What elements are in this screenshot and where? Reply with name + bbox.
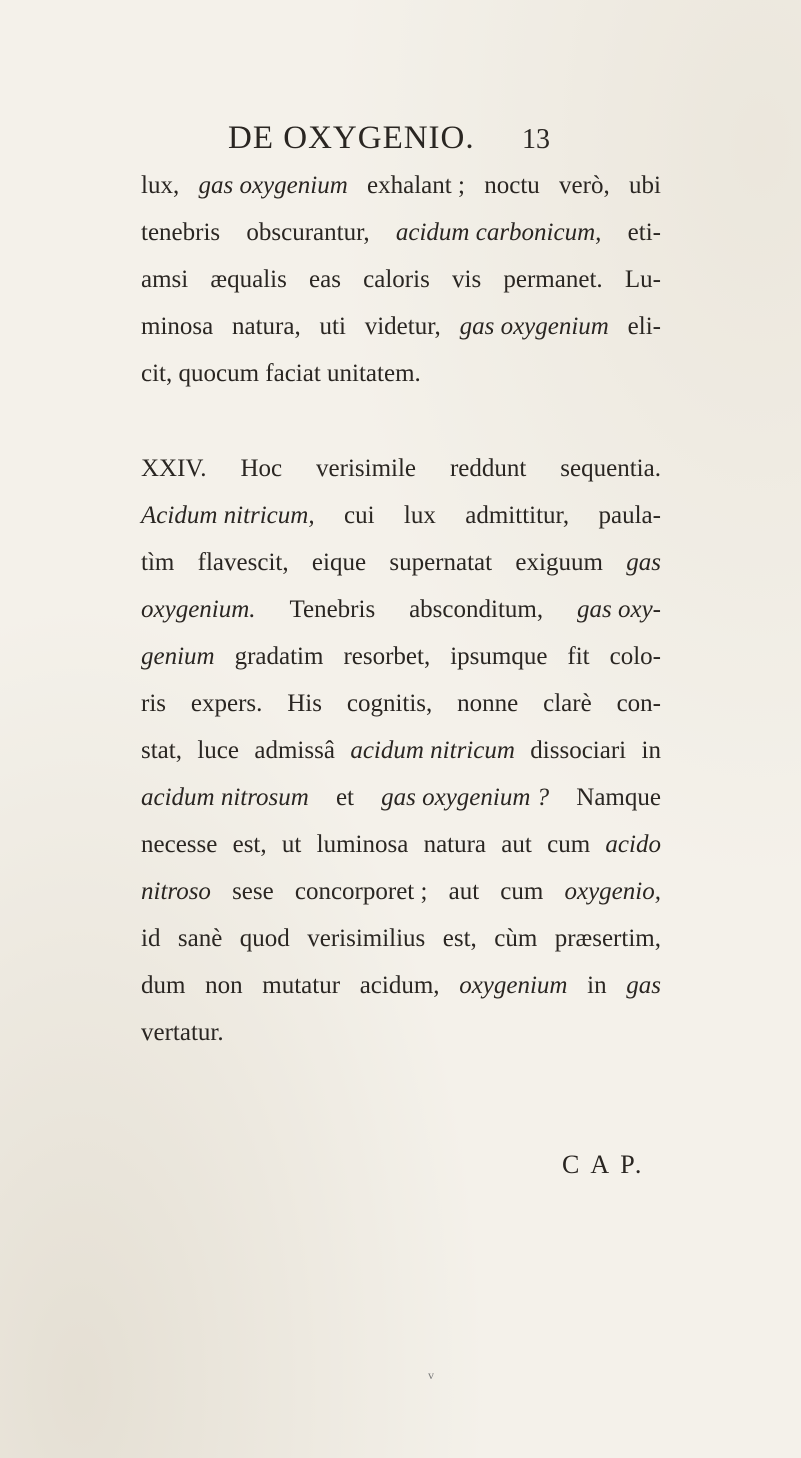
text-line: [141, 868, 661, 915]
text-line: [141, 633, 661, 680]
text-word: paula-: [598, 502, 661, 529]
text-word: absconditum,: [409, 596, 544, 623]
page-header: [0, 120, 801, 160]
text-line: [141, 256, 661, 303]
text-word: oxygenium: [459, 972, 568, 999]
text-word: gas: [626, 972, 661, 999]
text-word: tenebris: [141, 219, 221, 246]
text-word: acidum carbonicum,: [395, 219, 602, 246]
text-word: mutatur: [262, 972, 341, 999]
text-word: stat,: [141, 737, 182, 764]
text-word: verisimile: [316, 455, 417, 482]
text-line: [141, 209, 661, 256]
text-word: nitroso: [141, 878, 211, 905]
text-line: [141, 539, 661, 586]
text-word: cit, quocum faciat unitatem.: [141, 360, 421, 387]
text-word: cui: [343, 502, 375, 529]
text-word: gas oxygenium: [198, 172, 348, 199]
text-word: in: [641, 737, 661, 764]
text-word: ris: [141, 690, 166, 717]
text-word: quod: [239, 925, 290, 952]
text-word: eti-: [627, 219, 661, 246]
text-line: [141, 1009, 661, 1056]
text-word: videtur,: [364, 313, 441, 340]
text-word: uti: [319, 313, 346, 340]
text-word: obscurantur,: [246, 219, 370, 246]
text-word: natura: [423, 831, 487, 858]
text-line: [141, 303, 661, 350]
text-word: aut: [501, 831, 532, 858]
text-word: eli-: [627, 313, 661, 340]
text-word: exhalant ;: [367, 172, 465, 199]
text-word: non: [205, 972, 243, 999]
text-word: est,: [442, 925, 477, 952]
text-word: clarè: [543, 690, 592, 717]
text-line: [141, 821, 661, 868]
text-line: [141, 774, 661, 821]
text-word: cùm: [494, 925, 538, 952]
catchword: C A P.: [562, 1150, 645, 1179]
text-word: acidum,: [359, 972, 440, 999]
text-word: verò,: [559, 172, 610, 199]
text-word: gas oxy-: [577, 596, 661, 623]
text-word: cum: [547, 831, 591, 858]
text-line: [141, 915, 661, 962]
text-line: [141, 162, 661, 209]
text-word: gas oxygenium: [459, 313, 609, 340]
page-number: 13: [522, 124, 550, 155]
text-word: permanet.: [503, 266, 603, 293]
text-word: ubi: [629, 172, 661, 199]
text-word: genium: [141, 643, 215, 670]
text-word: dissociari: [530, 737, 627, 764]
text-word: nonne: [457, 690, 519, 717]
text-word: ut: [281, 831, 302, 858]
text-word: cognitis,: [346, 690, 433, 717]
text-word: gradatim: [234, 643, 324, 670]
text-word: admittitur,: [465, 502, 570, 529]
text-word: lux: [403, 502, 436, 529]
text-word: oxygenio,: [564, 878, 661, 905]
body-text: [141, 162, 661, 1056]
text-word: luminosa: [316, 831, 409, 858]
text-word: reddunt: [449, 455, 527, 482]
text-word: in: [587, 972, 607, 999]
paragraph-1: [141, 162, 661, 397]
text-word: acidum nitrosum: [141, 784, 309, 811]
text-line: [141, 445, 661, 492]
text-word: vertatur.: [141, 1019, 224, 1046]
text-word: vis: [452, 266, 482, 293]
text-word: Tenebris: [289, 596, 376, 623]
printer-mark: v: [428, 1368, 434, 1382]
text-word: eas: [309, 266, 341, 293]
text-word: eique: [311, 549, 367, 576]
text-word: lux,: [141, 172, 180, 199]
text-word: XXIV.: [141, 455, 207, 482]
text-word: fit: [567, 643, 590, 670]
text-word: flavescit,: [197, 549, 289, 576]
text-word: colo-: [609, 643, 661, 670]
text-line: [141, 680, 661, 727]
running-title: DE OXYGENIO.: [228, 120, 475, 156]
text-word: cum: [500, 878, 544, 905]
text-word: Namque: [576, 784, 661, 811]
text-word: expers.: [190, 690, 263, 717]
text-line: [141, 350, 661, 397]
paragraph-gap: [141, 397, 661, 445]
text-line: [141, 492, 661, 539]
text-line: [141, 962, 661, 1009]
text-word: exiguum: [515, 549, 603, 576]
text-word: et: [335, 784, 354, 811]
text-word: admissâ: [254, 737, 335, 764]
paragraph-2: [141, 445, 661, 1056]
text-word: verisimilius: [307, 925, 426, 952]
text-word: noctu: [484, 172, 540, 199]
text-word: ipsumque: [450, 643, 548, 670]
text-word: amsi: [141, 266, 189, 293]
text-word: oxygenium.: [141, 596, 256, 623]
text-word: Hoc: [240, 455, 283, 482]
text-word: Acidum nitricum,: [141, 502, 315, 529]
text-word: est,: [232, 831, 267, 858]
text-word: gas oxygenium ?: [381, 784, 550, 811]
text-word: natura,: [232, 313, 301, 340]
text-word: Lu-: [624, 266, 661, 293]
text-word: sese: [232, 878, 274, 905]
text-word: luce: [197, 737, 239, 764]
text-word: acido: [605, 831, 661, 858]
text-word: supernatat: [389, 549, 493, 576]
text-word: id: [141, 925, 161, 952]
text-word: præsertim,: [554, 925, 661, 952]
text-word: æqualis: [210, 266, 287, 293]
text-word: aut: [448, 878, 480, 905]
text-word: minosa: [141, 313, 214, 340]
text-line: [141, 727, 661, 774]
text-word: concorporet ;: [294, 878, 428, 905]
text-word: sequentia.: [560, 455, 661, 482]
text-word: con-: [616, 690, 661, 717]
text-line: [141, 586, 661, 633]
text-word: His: [287, 690, 322, 717]
text-word: sanè: [177, 925, 223, 952]
text-word: gas: [626, 549, 661, 576]
text-word: resorbet,: [343, 643, 431, 670]
text-word: dum: [141, 972, 186, 999]
text-word: caloris: [363, 266, 430, 293]
text-word: tìm: [141, 549, 175, 576]
text-word: necesse: [141, 831, 218, 858]
text-word: acidum nitricum: [350, 737, 515, 764]
